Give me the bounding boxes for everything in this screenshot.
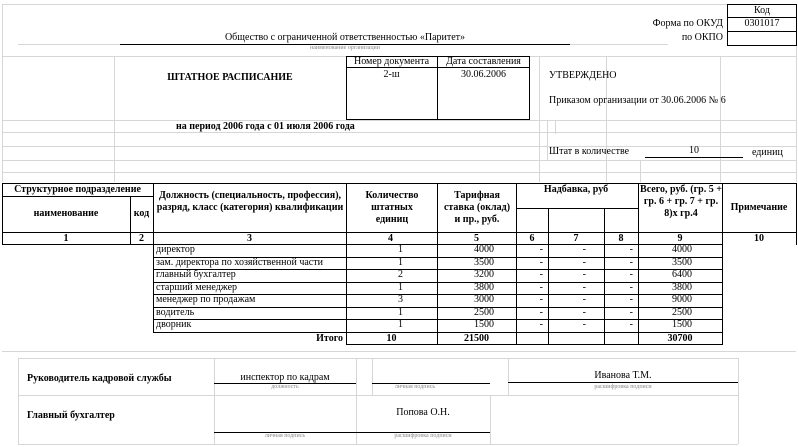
table-cell-rate: 3800 [474, 282, 494, 293]
totals-count: 10 [386, 333, 397, 344]
period-text: на период 2006 года с 01 июля 2006 года [176, 121, 355, 132]
document-title: ШТАТНОЕ РАСПИСАНИЕ [167, 72, 293, 83]
col-total: Всего, руб. (гр. 5 + гр. 6 + гр. 7 + гр. 8)x гр.4 [640, 184, 722, 219]
table-cell-rate: 1500 [474, 319, 494, 330]
col-rate: Тарифная ставка (оклад) и пр., руб. [443, 190, 511, 225]
table-cell-position: водитель [156, 307, 195, 318]
table-cell-position: старший менеджер [156, 282, 238, 293]
table-cell-a6: - [539, 244, 543, 255]
table-cell-count: 1 [398, 282, 403, 293]
table-cell-a7: - [582, 269, 586, 280]
col-num-4: 4 [388, 233, 393, 244]
table-cell-a7: - [582, 282, 586, 293]
chief-accountant-label: Главный бухгалтер [27, 410, 115, 421]
table-cell-rate: 3500 [474, 257, 494, 268]
col-num-6: 6 [529, 233, 535, 244]
organization-name: Общество с ограниченной ответственностью «Паритет» [224, 32, 466, 43]
table-cell-a7: - [582, 294, 586, 305]
col-num-5: 5 [474, 233, 479, 244]
approval-order: Приказом организации от 30.06.2006 № 6 [549, 95, 726, 106]
table-cell-total: 2500 [672, 307, 692, 318]
table-cell-total: 6400 [672, 269, 692, 280]
okpo-label: по ОКПО [681, 32, 723, 43]
organization-caption: наименование организации [310, 45, 380, 51]
table-cell-count: 1 [398, 307, 403, 318]
hr-signature-caption: личная подпись [394, 384, 436, 390]
col-count: Количество штатных единиц [365, 190, 419, 225]
table-cell-a7: - [582, 319, 586, 330]
hr-position: инспектор по кадрам [240, 372, 330, 383]
table-cell-position: дворник [156, 319, 192, 330]
table-cell-a6: - [539, 319, 543, 330]
table-cell-rate: 4000 [474, 244, 494, 255]
col-num-10: 10 [754, 233, 764, 244]
okud-code: 0301017 [744, 18, 780, 29]
table-cell-a8: - [629, 307, 633, 318]
col-num-8: 8 [618, 233, 624, 244]
staff-count: 10 [689, 145, 699, 156]
table-cell-a6: - [539, 269, 543, 280]
totals-rate: 21500 [464, 333, 489, 344]
table-cell-a8: - [629, 244, 633, 255]
col-code: код [133, 208, 150, 219]
col-name: наименование [33, 208, 99, 219]
table-cell-total: 4000 [672, 244, 692, 255]
units-label: единиц [752, 147, 783, 158]
hr-position-caption: должность [271, 384, 299, 390]
col-note: Примечание [730, 202, 788, 213]
forma-okud-label: Форма по ОКУД [652, 18, 723, 29]
table-cell-a7: - [582, 307, 586, 318]
table-cell-a8: - [629, 294, 633, 305]
table-cell-a8: - [629, 257, 633, 268]
totals-label: Итого [316, 333, 343, 344]
table-cell-a6: - [539, 282, 543, 293]
table-cell-a7: - [582, 244, 586, 255]
col-num-7: 7 [573, 233, 579, 244]
table-cell-total: 3500 [672, 257, 692, 268]
table-cell-a6: - [539, 294, 543, 305]
col-num-2: 2 [139, 233, 144, 244]
table-cell-rate: 3000 [474, 294, 494, 305]
table-cell-position: главный бухгалтер [156, 269, 236, 280]
doc-number-label: Номер документа [353, 56, 430, 67]
hr-decode-caption: расшифровка подписи [594, 384, 652, 390]
table-cell-a8: - [629, 282, 633, 293]
doc-date: 30.06.2006 [461, 69, 506, 80]
table-cell-position: менеджер по продажам [156, 294, 256, 305]
kod-header: Код [754, 5, 770, 16]
table-cell-a8: - [629, 269, 633, 280]
table-cell-a7: - [582, 257, 586, 268]
totals-total: 30700 [667, 333, 693, 344]
col-num-3: 3 [247, 233, 252, 244]
table-cell-total: 1500 [672, 319, 692, 330]
table-cell-position: директор [156, 244, 195, 255]
table-cell-rate: 3200 [474, 269, 494, 280]
col-num-1: 1 [63, 233, 69, 244]
chief-name: Попова О.Н. [396, 407, 450, 418]
table-cell-total: 9000 [672, 294, 692, 305]
col-position: Должность (специальность, профессия), разряд, класс (категория) квалификации [156, 190, 344, 213]
table-cell-a8: - [629, 319, 633, 330]
table-cell-position: зам. директора по хозяйственной части [156, 257, 323, 268]
table-cell-count: 1 [398, 244, 403, 255]
hr-head-label: Руководитель кадровой службы [27, 373, 172, 384]
approved-label: УТВЕРЖДЕНО [549, 70, 617, 81]
col-num-9: 9 [677, 233, 683, 244]
table-cell-count: 1 [398, 319, 403, 330]
table-cell-a6: - [539, 307, 543, 318]
staff-label: Штат в количестве [549, 146, 630, 157]
hr-name: Иванова Т.М. [594, 370, 652, 381]
table-cell-count: 2 [398, 269, 403, 280]
doc-date-label: Дата составления [446, 56, 521, 67]
table-cell-rate: 2500 [474, 307, 494, 318]
table-cell-count: 3 [398, 294, 403, 305]
table-cell-count: 1 [398, 257, 403, 268]
table-cell-total: 3800 [672, 282, 692, 293]
col-allowance: Надбавка, руб [543, 184, 609, 195]
table-cell-a6: - [539, 257, 543, 268]
col-department: Структурное подразделение [14, 184, 141, 195]
chief-decode-caption: расшифровка подписи [394, 433, 452, 439]
doc-number: 2-ш [383, 69, 400, 80]
chief-signature-caption: личная подпись [264, 433, 306, 439]
